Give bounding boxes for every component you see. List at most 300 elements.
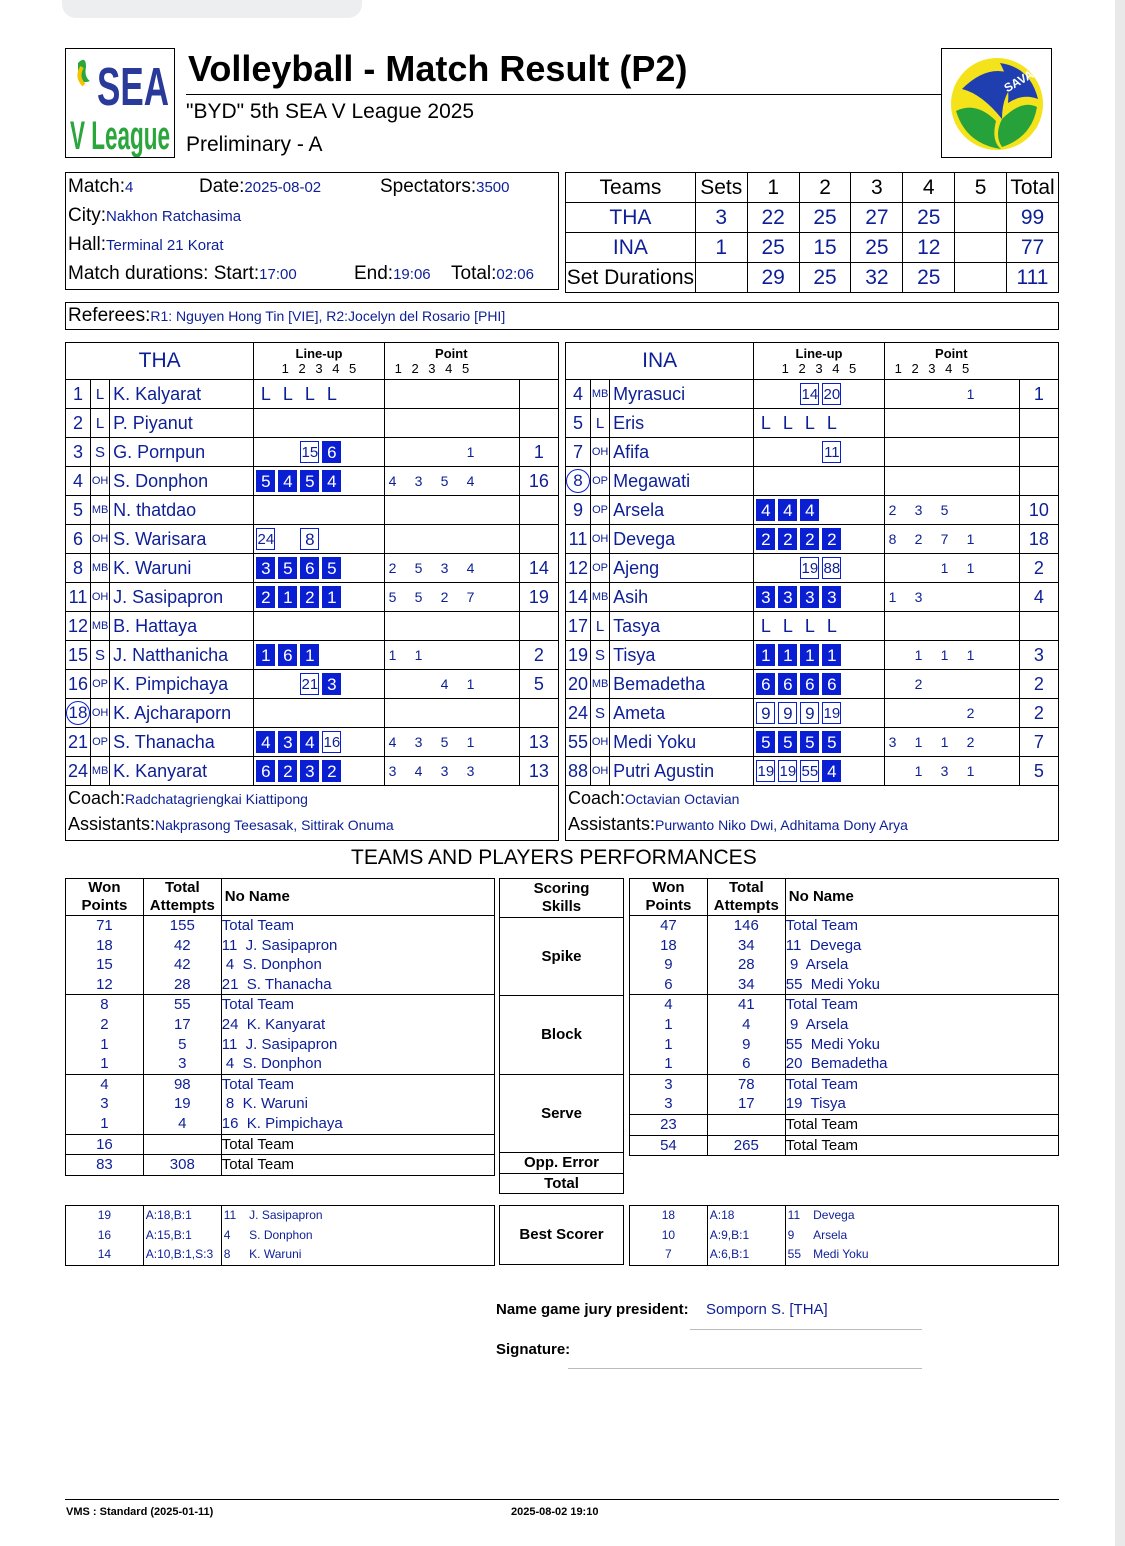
top-tab-bar[interactable] [62,0,362,18]
player-set-points [884,728,1019,757]
set-point: 5 [388,589,397,605]
won-points-header [66,879,144,916]
lineup-empty [756,441,775,463]
lineup-position-cell: 4 [800,499,819,521]
score-cell: 1 [695,233,747,263]
player-position: S [591,699,610,728]
lineup-position-cell: L [304,384,315,404]
set-point: 1 [914,763,923,779]
skill-row [66,916,495,936]
lineup-position-cell: 3 [322,673,341,695]
set-point: 1 [466,734,475,750]
set-point [889,386,915,402]
score-cell [955,233,1007,263]
signature-label: Signature: [496,1341,571,1358]
won-points-cell: 71 [66,916,144,936]
attempts-cell: 17 [707,1094,785,1114]
player-cell: Total Team [221,1074,494,1094]
lineup-empty [256,441,275,463]
player-cell: 55 Medi Yoku [785,975,1058,995]
player-name: J. Sasipapron [110,583,254,612]
set-point [889,763,915,779]
set-point [993,531,1019,547]
player-number: 14 [566,583,591,612]
won-points-cell: 47 [630,916,708,936]
lineup-position-cell: 1 [256,644,275,666]
attempts-cell: 34 [707,936,785,956]
score-cell: 111 [1006,263,1058,293]
player-set-points [884,438,1019,467]
lineup-position-cell: 2 [322,760,341,782]
lineup-position-cell: 1 [300,644,319,666]
player-set-points [884,380,1019,409]
lineup-position-cell: 5 [322,557,341,579]
player-set-points [384,612,519,641]
player-position: OP [591,467,610,496]
player-name: Myrasuci [610,380,754,409]
player-row [566,728,1059,757]
lineup-empty [756,557,775,579]
best-breakdown: A:18 [707,1206,785,1226]
player-row [566,525,1059,554]
duration-label: Match durations: Start: [68,263,260,284]
player-total-points: 3 [1019,641,1058,670]
attempts-cell: 3 [143,1054,221,1074]
lineup-position-cell: 2 [278,760,297,782]
player-number: 6 [66,525,91,554]
player-cell: 24 K. Kanyarat [221,1015,494,1035]
lineup-position-cell: 6 [256,760,275,782]
player-name: Arsela [610,496,754,525]
sava-logo [941,48,1052,158]
lineup-position-cell: L [782,616,793,636]
player-lineup [754,699,884,728]
player-cell: Total Team [785,1074,1058,1094]
player-total-points [1019,409,1058,438]
player-total-points: 2 [1019,699,1058,728]
player-total-points [519,699,558,728]
player-number: 17 [566,612,591,641]
set-point [993,560,1019,576]
set-point [941,676,967,692]
best-name: Medi Yoku [809,1245,1058,1265]
player-number: 21 [66,728,91,757]
lineup-position-cell: 6 [322,441,341,463]
set-point [493,647,519,663]
lineup-position-cell: 16 [322,731,341,753]
player-number: 55 [566,728,591,757]
player-lineup [754,409,884,438]
lineup-position-cell: 4 [756,499,775,521]
set-point: 4 [440,676,449,692]
player-number: 12 [566,554,591,583]
lineup-header [254,343,384,380]
set-point [415,676,441,692]
player-total-points [1019,612,1058,641]
player-position: MB [591,380,610,409]
player-number: 8 [66,554,91,583]
player-name: Devega [610,525,754,554]
player-cell: 9 Arsela [785,1015,1058,1035]
player-lineup [754,438,884,467]
lineup-empty [278,441,297,463]
player-position: OH [91,583,110,612]
lineup-position-cell: 1 [278,586,297,608]
lineup-position-cell: 5 [800,731,819,753]
total-attempts-header [707,879,785,916]
opp-row [630,1114,1059,1135]
set-point: 1 [414,647,423,663]
lineup-team-name: THA [66,343,254,380]
lineup-position-cell: 8 [300,528,319,550]
player-position: S [591,641,610,670]
attempts-cell: 28 [707,955,785,975]
player-position: L [91,380,110,409]
title-divider [186,94,941,95]
player-number: 1 [66,380,91,409]
player-set-points [884,699,1019,728]
player-cell: 4 S. Donphon [221,1054,494,1074]
player-row [566,612,1059,641]
player-total-points [519,409,558,438]
match-label: Match: [68,176,126,197]
set-point [993,589,1019,605]
score-header-cell: 4 [903,173,955,203]
skill-row [66,1074,495,1094]
player-set-points [384,438,519,467]
lineup-position-cell: 3 [822,586,841,608]
lineup-position-cell: 3 [756,586,775,608]
lineup-position-cell: 6 [778,673,797,695]
player-number: 16 [66,670,91,699]
set-point: 1 [940,647,949,663]
best-points: 7 [630,1245,708,1265]
set-point: 1 [940,560,949,576]
player-row [66,380,559,409]
player-number: 3 [66,438,91,467]
won-points-cell: 1 [66,1035,144,1055]
lineup-position-cell: 19 [756,760,775,782]
set-point [493,560,519,576]
tha-lineup-table [65,342,559,841]
lineup-position-cell: 9 [778,702,797,724]
player-total-points: 10 [1019,496,1058,525]
skill-name: Serve [500,1074,624,1152]
best-name: K. Waruni [245,1245,494,1265]
player-set-points [884,670,1019,699]
player-cell: 11 Devega [785,936,1058,956]
score-cell: 25 [851,233,903,263]
attempts-cell: 5 [143,1035,221,1055]
set-point [993,676,1019,692]
player-position: OP [91,670,110,699]
player-name: Ameta [610,699,754,728]
skill-row [630,955,1059,975]
player-number: 7 [566,438,591,467]
lineup-position-cell: 6 [822,673,841,695]
player-total-points: 2 [1019,670,1058,699]
skill-row [66,1094,495,1114]
player-number: 15 [66,641,91,670]
lineup-position-cell: 5 [300,470,319,492]
player-lineup [254,380,384,409]
lineup-position-cell: 6 [300,557,319,579]
player-position: MB [91,554,110,583]
player-position: OH [591,525,610,554]
player-lineup [254,438,384,467]
end-label: End: [354,263,394,284]
player-set-points [884,467,1019,496]
won-points-cell: 1 [66,1054,144,1074]
best-points: 14 [66,1245,144,1265]
set-point: 5 [440,473,449,489]
player-total-points: 4 [1019,583,1058,612]
player-position: OH [591,757,610,786]
player-lineup [254,583,384,612]
player-total-points [519,380,558,409]
set-point [993,763,1019,779]
point-header-label: Point [435,346,468,361]
score-cell: 25 [903,263,955,293]
score-cell: INA [566,233,696,263]
opp-row [66,1134,495,1155]
player-total-points: 1 [519,438,558,467]
player-cell: 9 Arsela [785,955,1058,975]
player-row [66,612,559,641]
skill-row [630,1054,1059,1074]
player-cell: 11 J. Sasipapron [221,936,494,956]
referees-box [65,302,1059,330]
attempts-cell: 155 [143,916,221,936]
skill-row [66,1015,495,1035]
best-name: Arsela [809,1226,1058,1246]
player-row [566,641,1059,670]
player-lineup [254,612,384,641]
skill-row [66,995,495,1015]
set-point: 5 [440,734,449,750]
lineup-position-cell: 2 [800,528,819,550]
player-set-points [884,583,1019,612]
attempts-cell: 146 [707,916,785,936]
player-position: OH [91,525,110,554]
set-point [493,589,519,605]
lineup-position-cell: 2 [778,528,797,550]
player-total-points: 1 [1019,380,1058,409]
player-position: OP [591,554,610,583]
set-point: 4 [388,734,397,750]
player-set-points [884,757,1019,786]
player-lineup [754,496,884,525]
set-point [889,560,915,576]
best-scorer-row [66,1226,495,1246]
coach-section [566,786,1059,841]
player-total-points: 13 [519,728,558,757]
player-row [566,438,1059,467]
hall-label: Hall: [68,234,107,255]
lineup-empty [278,528,297,550]
score-cell: 32 [851,263,903,293]
player-name: Tasya [610,612,754,641]
lineup-position-cell: L [282,384,293,404]
set-point [941,705,967,721]
set-point: 2 [966,734,975,750]
footer-divider [65,1499,1059,1500]
skill-row [66,1054,495,1074]
set-point [967,502,993,518]
player-cell: 55 Medi Yoku [785,1035,1058,1055]
best-scorer-row [66,1206,495,1226]
player-row [566,380,1059,409]
referees-value: R1: Nguyen Hong Tin [VIE], R2:Jocelyn del Rosario [PHI] [150,308,506,324]
lineup-empty [256,673,275,695]
lineup-position-cell: L [260,384,271,404]
attempts-cell: 9 [707,1035,785,1055]
player-lineup [754,380,884,409]
won-points-cell: 15 [66,955,144,975]
set-point [967,676,993,692]
score-cell: 29 [747,263,799,293]
won-points-cell: 3 [630,1074,708,1094]
score-header-cell: Total [1006,173,1058,203]
player-row [66,554,559,583]
set-point [993,386,1019,402]
point-set-numbers: 1 2 3 4 5 [394,361,470,376]
total-label: Total [728,879,764,896]
assistants-label: Assistants: [568,814,656,834]
player-lineup [254,409,384,438]
captain-number: 8 [566,469,590,493]
lineup-position-cell: L [760,413,771,433]
player-number: 5 [66,496,91,525]
player-total-points [1019,467,1058,496]
player-total-points: 18 [1019,525,1058,554]
player-name: S. Donphon [110,467,254,496]
player-lineup [254,757,384,786]
player-set-points [384,583,519,612]
set-point: 1 [966,647,975,663]
set-point: 3 [440,560,449,576]
player-lineup [754,525,884,554]
best-scorer-row [630,1206,1059,1226]
set-point: 5 [414,560,423,576]
lineup-empty [778,383,797,405]
player-set-points [884,641,1019,670]
lineup-empty [778,557,797,579]
player-lineup [254,467,384,496]
player-total-points [519,525,558,554]
attempts-cell: 4 [707,1015,785,1035]
set-point: 1 [914,734,923,750]
score-cell: 12 [903,233,955,263]
match-number: 4 [125,179,134,196]
player-row [66,409,559,438]
set-point [915,560,941,576]
set-point: 1 [966,386,975,402]
lineup-position-cell: 14 [800,383,819,405]
score-row [566,263,1059,293]
won-points-cell: 54 [630,1135,708,1156]
player-cell: 4 S. Donphon [221,955,494,975]
signature-line[interactable] [568,1368,922,1369]
player-lineup [754,641,884,670]
set-point: 4 [466,560,475,576]
player-number: 19 [566,641,591,670]
player-lineup [254,728,384,757]
total-row [630,1135,1059,1156]
coach-label: Coach: [568,788,626,808]
skill-row [630,936,1059,956]
lineup-position-cell: 21 [300,673,319,695]
player-position: MB [591,670,610,699]
lineup-position-cell: 3 [300,760,319,782]
set-point: 1 [940,734,949,750]
best-number: 8 [221,1245,245,1265]
player-set-points [884,554,1019,583]
player-position: OP [91,728,110,757]
coach-name: Octavian Octavian [625,791,740,807]
lineup-position-cell: 5 [822,731,841,753]
best-name: S. Donphon [245,1226,494,1246]
player-set-points [384,467,519,496]
player-row [66,699,559,728]
set-point [415,444,441,460]
player-row [566,496,1059,525]
best-breakdown: A:9,B:1 [707,1226,785,1246]
assistants-names: Purwanto Niko Dwi, Adhitama Dony Arya [655,817,908,833]
player-lineup [754,554,884,583]
skill-row [630,1015,1059,1035]
player-total-points: 5 [1019,757,1058,786]
lineup-position-cell: 5 [756,731,775,753]
player-row [566,583,1059,612]
skill-row [630,1074,1059,1094]
best-breakdown: A:6,B:1 [707,1245,785,1265]
player-position: OH [591,438,610,467]
player-lineup [254,670,384,699]
score-cell: 15 [799,233,851,263]
player-position: L [591,612,610,641]
lineup-position-cell: 20 [822,383,841,405]
attempts-label: Attempts [713,897,779,914]
scrollbar[interactable] [1115,0,1125,1546]
set-point [493,676,519,692]
score-cell: 25 [799,263,851,293]
set-point [389,676,415,692]
won-points-cell: 9 [630,955,708,975]
attempts-cell: 28 [143,975,221,995]
player-total-points: 7 [1019,728,1058,757]
player-set-points [384,525,519,554]
player-cell: 8 K. Waruni [221,1094,494,1114]
player-set-points [384,496,519,525]
player-name: Afifa [610,438,754,467]
set-point: 2 [888,502,897,518]
set-point: 3 [388,763,397,779]
won-points-cell: 1 [66,1114,144,1134]
score-cell: 99 [1006,203,1058,233]
set-point: 1 [914,647,923,663]
won-points-cell: 83 [66,1155,144,1176]
player-position: OH [91,467,110,496]
set-point: 3 [414,473,423,489]
set-point [441,444,467,460]
set-point: 1 [888,589,897,605]
best-breakdown: A:18,B:1 [143,1206,221,1226]
score-cell: 77 [1006,233,1058,263]
set-point: 8 [888,531,897,547]
won-points-cell: 12 [66,975,144,995]
set-point: 5 [414,589,423,605]
